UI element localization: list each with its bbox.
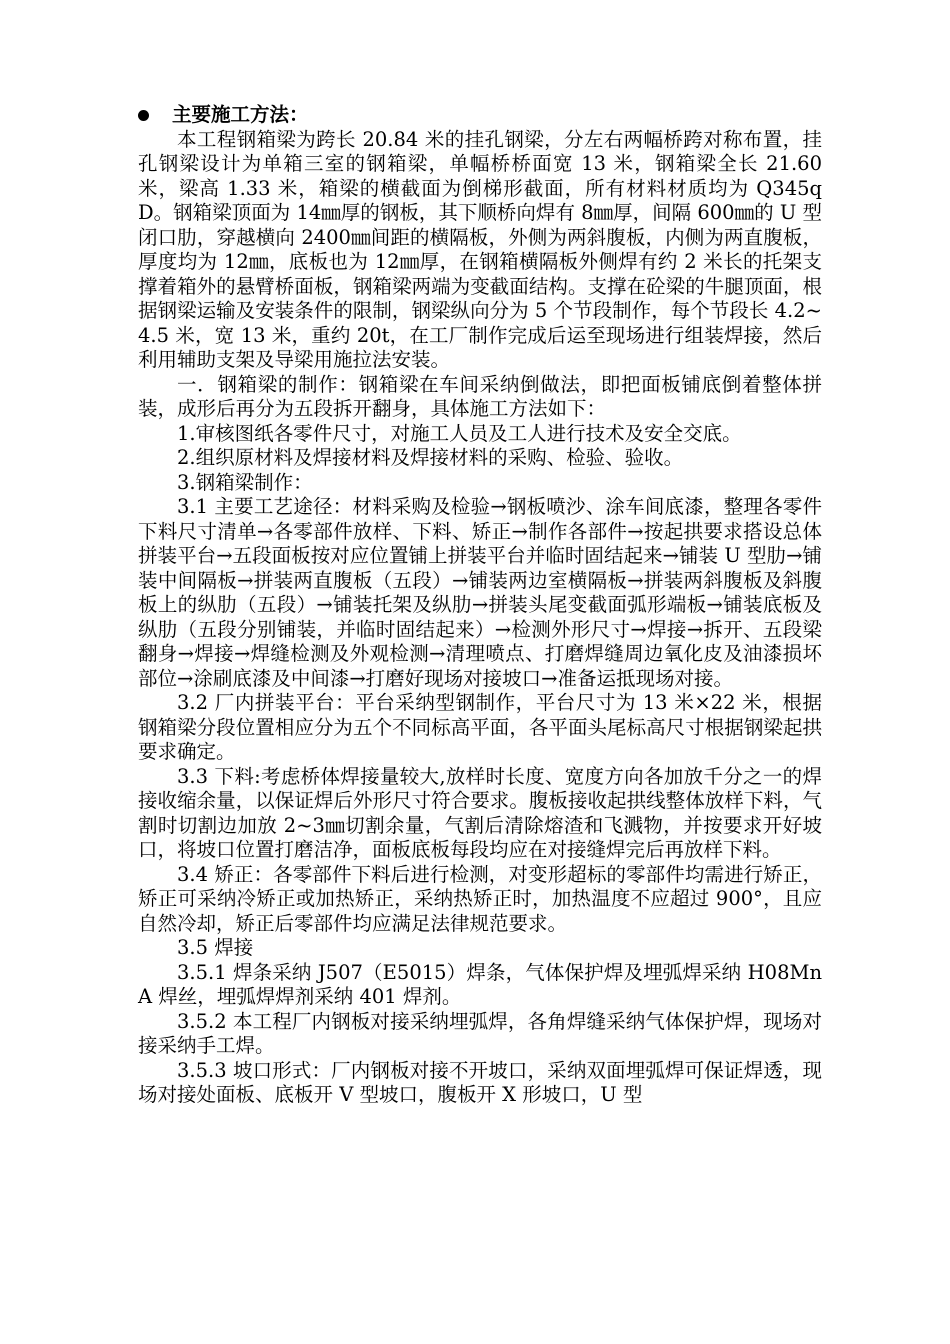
paragraph-3-1: 3.1 主要工艺途径：材料采购及检验→钢板喷沙、涂车间底漆，整理各零件下料尺寸清单→各零部件放样、下料、矫正→制作各部件→按起拱要求搭设总体拼装平台→五段面板按对应位置铺上拼装平台并临时固结起来→铺装 U 型肋→铺装中间隔板→拼装两直腹板（五段）→铺装两边室横隔板→拼装两斜腹板及斜腹板上的纵肋（五段）→铺装托架及纵肋→拼装头尾变截面弧形端板→铺装底板及纵肋（五段分别铺装，并临时固结起来）→检测外形尺寸→焊接→拆开、五段梁翻身→焊接→焊缝检测及外观检测→清理喷点、打磨焊缝周边氧化皮及油漆损坏部位→涂刷底漆及中间漆→打磨好现场对接坡口→准备运抵现场对接。 [138, 495, 822, 690]
paragraph-3-5-3: 3.5.3 坡口形式：厂内钢板对接不开坡口，采纳双面埋弧焊可保证焊透，现场对接处面板、底板开 V 型坡口，腹板开 X 形坡口，U 型 [138, 1058, 822, 1106]
paragraph-3-5-2: 3.5.2 本工程厂内钢板对接采纳埋弧焊，各角焊缝采纳气体保护焊，现场对接采纳手工焊。 [138, 1009, 822, 1057]
paragraph-step-3: 3.钢箱梁制作： [177, 470, 313, 494]
section-heading-text: 主要施工方法： [172, 103, 309, 126]
paragraph-overview: 本工程钢箱梁为跨长 20.84 米的挂孔钢梁，分左右两幅桥跨对称布置，挂孔钢梁设计为单箱三室的钢箱梁，单幅桥桥面宽 13 米，钢箱梁全长 21.60 米，梁高 1.33 米，箱梁的横截面为倒梯形截面，所有材料材质均为 Q345qD。钢箱梁顶面为 14㎜厚的钢板，其下顺桥向焊有 8㎜厚，间隔 600㎜的 U 型闭口肋，穿越横向 2400㎜间距的横隔板，外侧为两斜腹板，内侧为两直腹板，厚度均为 12㎜，底板也为 12㎜厚，在钢箱横隔板外侧焊有约 2 米长的托架支撑着箱外的悬臂桥面板，钢箱梁两端为变截面结构。支撑在砼梁的牛腿顶面，根据钢梁运输及安装条件的限制，钢梁纵向分为 5 个节段制作，每个节段长 4.2~4.5 米，宽 13 米，重约 20t，在工厂制作完成后运至现场进行组装焊接，然后利用辅助支架及导梁用施拉法安装。 [138, 127, 822, 371]
paragraph-3-5: 3.5 焊接 [177, 936, 254, 959]
paragraph-fabrication-intro: 一．钢箱梁的制作：钢箱梁在车间采纳倒做法，即把面板铺底倒着整体拼装，成形后再分为五段拆开翻身，具体施工方法如下： [138, 372, 822, 420]
paragraph-3-4: 3.4 矫正：各零部件下料后进行检测，对变形超标的零部件均需进行矫正，矫正可采纳冷矫正或加热矫正，采纳热矫正时，加热温度不应超过 900°，且应自然冷却，矫正后零部件均应满足法律规范要求。 [138, 862, 822, 935]
paragraph-step-2: 2.组织原材料及焊接材料及焊接材料的采购、检验、验收。 [177, 446, 684, 469]
paragraph-3-2: 3.2 厂内拼装平台：平台采纳型钢制作，平台尺寸为 13 米×22 米，根据钢箱梁分段位置相应分为五个不同标高平面，各平面头尾标高尺寸根据钢梁起拱要求确定。 [138, 691, 822, 763]
document-body [138, 103, 822, 1108]
section-heading [138, 103, 822, 128]
paragraph-3-5-1: 3.5.1 焊条采纳 J507（E5015）焊条，气体保护焊及埋弧焊采纳 H08MnA 焊丝，埋弧焊焊剂采纳 401 焊剂。 [138, 960, 823, 1008]
paragraph-3-3: 3.3 下料:考虑桥体焊接量较大,放样时长度、宽度方向各加放千分之一的焊接收缩余量，以保证焊后外形尺寸符合要求。腹板接收起拱线整体放样下料，气割时切割边加放 2~3㎜切割余量，气割后清除熔渣和飞溅物，并按要求开好坡口，将坡口位置打磨洁净，面板底板每段均应在对接缝焊完后再放样下料。 [138, 764, 822, 861]
bullet-icon [138, 110, 149, 121]
paragraph-step-1: 1.审核图纸各零件尺寸，对施工人员及工人进行技术及安全交底。 [177, 421, 742, 445]
